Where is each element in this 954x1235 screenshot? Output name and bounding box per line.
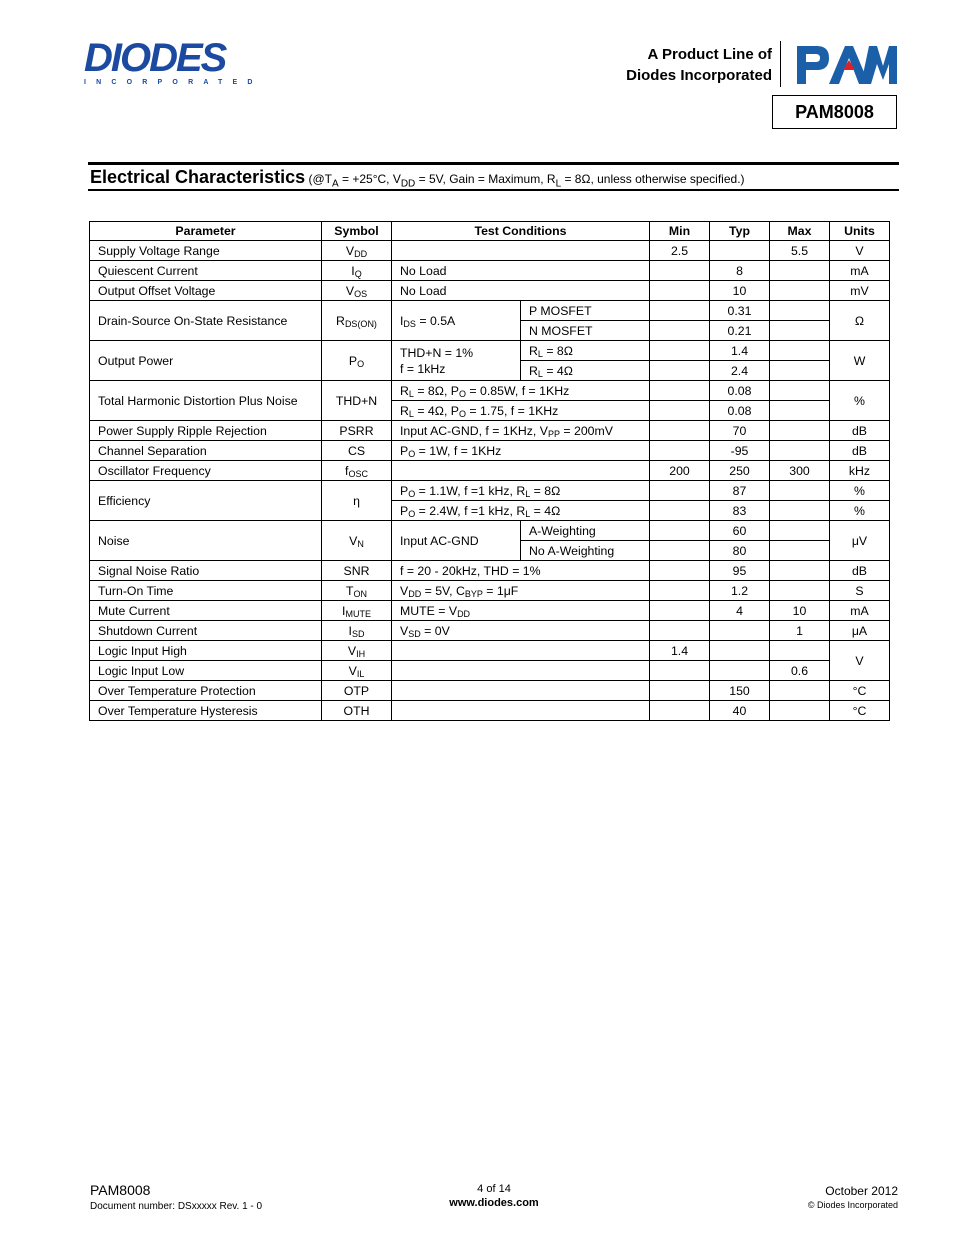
- symbol-cell: CS: [322, 441, 392, 461]
- table-row: [90, 341, 890, 361]
- footer-url-link[interactable]: www.diodes.com: [449, 1197, 539, 1209]
- footer-copyright: © Diodes Incorporated: [807, 1200, 898, 1210]
- table-row: [90, 641, 890, 661]
- footer-doc-number: Document number: DSxxxxx Rev. 1 - 0: [90, 1201, 263, 1212]
- max-cell: [770, 441, 830, 461]
- condition-cell: $P_O = 2.4W$, f =1 kHz, $R_L = 4\Omega$: [392, 501, 650, 521]
- param-cell: Channel Separation: [90, 441, 322, 461]
- footer-left: [90, 1182, 262, 1212]
- typ-cell: 40: [710, 701, 770, 721]
- col-symbol: Symbol: [322, 222, 392, 241]
- min-cell: [650, 601, 710, 621]
- condition-cell: $P_O = 1W$, f = 1KHz: [392, 441, 650, 461]
- condition-cell: [392, 661, 650, 681]
- condition-cell: [392, 341, 521, 381]
- condition-cell: [392, 701, 650, 721]
- typ-cell: 70: [710, 421, 770, 441]
- condition-cell: f = 20 - 20kHz, THD = 1%: [392, 561, 650, 581]
- typ-cell: 4: [710, 601, 770, 621]
- min-cell: [650, 301, 710, 321]
- diodes-logo: [84, 36, 263, 88]
- unit-cell: S: [830, 581, 890, 601]
- subcondition-cell: N MOSFET: [521, 321, 650, 341]
- typ-cell: 0.31: [710, 301, 770, 321]
- typ-cell: [710, 621, 770, 641]
- subcondition-cell: P MOSFET: [521, 301, 650, 321]
- title-rule-top: [88, 162, 899, 165]
- condition-cell: $R_L = 8\Omega$, $P_O = 0.85W$, f = 1KHz: [392, 381, 650, 401]
- table-row: [90, 241, 890, 261]
- table-row: [90, 581, 890, 601]
- max-cell: [770, 341, 830, 361]
- symbol-cell: $V_{DD}$: [322, 241, 392, 261]
- min-cell: [650, 501, 710, 521]
- table-row: [90, 661, 890, 681]
- min-cell: [650, 381, 710, 401]
- section-title-text: Electrical Characteristics: [90, 167, 306, 187]
- max-cell: [770, 481, 830, 501]
- min-cell: [650, 701, 710, 721]
- typ-cell: 0.08: [710, 401, 770, 421]
- condition-cell: [392, 681, 650, 701]
- col-test-conditions: Test Conditions: [392, 222, 650, 241]
- param-cell: Power Supply Ripple Rejection: [90, 421, 322, 441]
- footer-right: [808, 1184, 898, 1210]
- max-cell: [770, 681, 830, 701]
- unit-cell: μA: [830, 621, 890, 641]
- table-row: [90, 481, 890, 501]
- symbol-cell: SNR: [322, 561, 392, 581]
- symbol-cell: $P_O$: [322, 341, 392, 381]
- table-row: [90, 681, 890, 701]
- typ-cell: 150: [710, 681, 770, 701]
- symbol-cell: $I_Q$: [322, 261, 392, 281]
- typ-cell: 87: [710, 481, 770, 501]
- unit-cell: mA: [830, 601, 890, 621]
- typ-cell: 2.4: [710, 361, 770, 381]
- condition-line: THD+N = 1%: [400, 345, 474, 360]
- condition-cell: $R_L = 4\Omega$, $P_O = 1.75$, f = 1KHz: [392, 401, 650, 421]
- typ-cell: 0.21: [710, 321, 770, 341]
- max-cell: 10: [770, 601, 830, 621]
- unit-cell: %: [830, 381, 890, 421]
- min-cell: [650, 341, 710, 361]
- typ-cell: 250: [710, 461, 770, 481]
- symbol-cell: $R_{DS(ON)}$: [322, 301, 392, 341]
- param-cell: Noise: [90, 521, 322, 561]
- logo-wordmark: DIODES: [84, 36, 226, 80]
- typ-cell: -95: [710, 441, 770, 461]
- max-cell: [770, 581, 830, 601]
- table-row: [90, 461, 890, 481]
- max-cell: [770, 301, 830, 321]
- unit-cell: °C: [830, 681, 890, 701]
- footer-date: October 2012: [825, 1184, 898, 1198]
- table-row: [90, 381, 890, 401]
- condition-cell: [392, 241, 650, 261]
- max-cell: [770, 281, 830, 301]
- min-cell: [650, 521, 710, 541]
- pam-letter-p: [797, 46, 829, 84]
- max-cell: [770, 641, 830, 661]
- typ-cell: 80: [710, 541, 770, 561]
- typ-cell: 10: [710, 281, 770, 301]
- max-cell: 300: [770, 461, 830, 481]
- param-cell: Over Temperature Protection: [90, 681, 322, 701]
- symbol-cell: $V_{IL}$: [322, 661, 392, 681]
- min-cell: [650, 621, 710, 641]
- part-number-box: PAM8008: [772, 95, 897, 129]
- param-cell: Over Temperature Hysteresis: [90, 701, 322, 721]
- typ-cell: 0.08: [710, 381, 770, 401]
- col-parameter: Parameter: [90, 222, 322, 241]
- electrical-characteristics-table: [89, 221, 890, 721]
- table-header-row: [90, 222, 890, 241]
- max-cell: [770, 401, 830, 421]
- min-cell: 2.5: [650, 241, 710, 261]
- table-row: [90, 701, 890, 721]
- typ-cell: [710, 641, 770, 661]
- footer-page-number: 4 of 14: [477, 1183, 511, 1195]
- param-cell: Oscillator Frequency: [90, 461, 322, 481]
- title-rule-bottom: [88, 189, 899, 191]
- table-row: [90, 441, 890, 461]
- symbol-cell: η: [322, 481, 392, 521]
- min-cell: [650, 261, 710, 281]
- condition-cell: No Load: [392, 261, 650, 281]
- unit-cell: mV: [830, 281, 890, 301]
- param-cell: Output Offset Voltage: [90, 281, 322, 301]
- min-cell: [650, 541, 710, 561]
- param-cell: Turn-On Time: [90, 581, 322, 601]
- param-cell: Quiescent Current: [90, 261, 322, 281]
- symbol-cell: OTP: [322, 681, 392, 701]
- param-cell: Supply Voltage Range: [90, 241, 322, 261]
- typ-cell: 1.2: [710, 581, 770, 601]
- condition-cell: No Load: [392, 281, 650, 301]
- unit-cell: dB: [830, 421, 890, 441]
- min-cell: [650, 321, 710, 341]
- typ-cell: [710, 661, 770, 681]
- table-row: [90, 281, 890, 301]
- table-row: [90, 261, 890, 281]
- footer-part-number: PAM8008: [90, 1182, 151, 1198]
- table-row: [90, 621, 890, 641]
- typ-cell: 60: [710, 521, 770, 541]
- section-conditions: ($@T_A = +25^\circ C$, $V_{DD} = 5V$, Gain = Maximum, $R_L = 8\Omega$, unless otherwise specified.): [308, 172, 745, 190]
- col-typ: Typ: [710, 222, 770, 241]
- param-cell: Logic Input Low: [90, 661, 322, 681]
- min-cell: [650, 281, 710, 301]
- logo-subtext: INCORPORATED: [84, 79, 263, 86]
- product-line: [626, 44, 772, 86]
- param-cell: Drain-Source On-State Resistance: [90, 301, 322, 341]
- max-cell: [770, 361, 830, 381]
- symbol-cell: PSRR: [322, 421, 392, 441]
- param-cell: Mute Current: [90, 601, 322, 621]
- max-cell: [770, 421, 830, 441]
- min-cell: [650, 581, 710, 601]
- unit-cell: V: [830, 241, 890, 261]
- condition-cell: $P_O = 1.1W$, f =1 kHz, $R_L = 8\Omega$: [392, 481, 650, 501]
- table-row: [90, 421, 890, 441]
- symbol-cell: $T_{ON}$: [322, 581, 392, 601]
- unit-cell: V: [830, 641, 890, 681]
- param-cell: Efficiency: [90, 481, 322, 521]
- symbol-cell: OTH: [322, 701, 392, 721]
- condition-cell: Input AC-GND, f = 1KHz, $V_{PP} = 200mV$: [392, 421, 650, 441]
- param-cell: Logic Input High: [90, 641, 322, 661]
- typ-cell: 83: [710, 501, 770, 521]
- condition-cell: [392, 641, 650, 661]
- pam-letter-m: [861, 46, 897, 84]
- unit-cell: dB: [830, 441, 890, 461]
- param-cell: Signal Noise Ratio: [90, 561, 322, 581]
- min-cell: 1.4: [650, 641, 710, 661]
- unit-cell: °C: [830, 701, 890, 721]
- section-title: [90, 167, 745, 189]
- symbol-cell: THD+N: [322, 381, 392, 421]
- param-cell: Output Power: [90, 341, 322, 381]
- subcondition-cell: No A-Weighting: [521, 541, 650, 561]
- min-cell: [650, 661, 710, 681]
- table-row: [90, 561, 890, 581]
- unit-cell: kHz: [830, 461, 890, 481]
- unit-cell: mA: [830, 261, 890, 281]
- subcondition-cell: $R_L = 8\Omega$: [521, 341, 650, 361]
- unit-cell: dB: [830, 561, 890, 581]
- unit-cell: Ω: [830, 301, 890, 341]
- subcondition-cell: $R_L = 4\Omega$: [521, 361, 650, 381]
- min-cell: [650, 421, 710, 441]
- col-units: Units: [830, 222, 890, 241]
- condition-line: f = 1kHz: [400, 361, 446, 376]
- min-cell: [650, 361, 710, 381]
- table-row: [90, 601, 890, 621]
- max-cell: [770, 321, 830, 341]
- max-cell: 5.5: [770, 241, 830, 261]
- symbol-cell: $V_{IH}$: [322, 641, 392, 661]
- max-cell: 1: [770, 621, 830, 641]
- condition-cell: $V_{SD} = 0V$: [392, 621, 650, 641]
- param-cell: Shutdown Current: [90, 621, 322, 641]
- subcondition-cell: A-Weighting: [521, 521, 650, 541]
- table-row: [90, 521, 890, 541]
- condition-cell: $V_{DD} = 5V$, $C_{BYP} = 1\mu F$: [392, 581, 650, 601]
- table-row: [90, 301, 890, 321]
- unit-cell: μV: [830, 521, 890, 561]
- max-cell: [770, 501, 830, 521]
- condition-cell: $I_{DS} = 0.5A$: [392, 301, 521, 341]
- max-cell: [770, 381, 830, 401]
- max-cell: [770, 701, 830, 721]
- max-cell: [770, 561, 830, 581]
- product-line-1: A Product Line of: [647, 46, 772, 63]
- min-cell: [650, 481, 710, 501]
- condition-cell: Input AC-GND: [392, 521, 521, 561]
- typ-cell: [710, 241, 770, 261]
- max-cell: [770, 521, 830, 541]
- unit-cell: %: [830, 501, 890, 521]
- col-min: Min: [650, 222, 710, 241]
- unit-cell: %: [830, 481, 890, 501]
- condition-cell: MUTE = $V_{DD}$: [392, 601, 650, 621]
- unit-cell: W: [830, 341, 890, 381]
- min-cell: [650, 561, 710, 581]
- symbol-cell: $f_{OSC}$: [322, 461, 392, 481]
- symbol-cell: $I_{SD}$: [322, 621, 392, 641]
- param-cell: Total Harmonic Distortion Plus Noise: [90, 381, 322, 421]
- typ-cell: 95: [710, 561, 770, 581]
- symbol-cell: $I_{MUTE}$: [322, 601, 392, 621]
- symbol-cell: $V_N$: [322, 521, 392, 561]
- col-max: Max: [770, 222, 830, 241]
- max-cell: [770, 261, 830, 281]
- footer-center: [394, 1182, 594, 1210]
- header-divider: [780, 41, 781, 87]
- product-line-2: Diodes Incorporated: [626, 67, 772, 84]
- typ-cell: 8: [710, 261, 770, 281]
- symbol-cell: $V_{OS}$: [322, 281, 392, 301]
- min-cell: 200: [650, 461, 710, 481]
- min-cell: [650, 681, 710, 701]
- condition-cell: [392, 461, 650, 481]
- max-cell: [770, 541, 830, 561]
- pam-logo: [795, 40, 899, 86]
- typ-cell: 1.4: [710, 341, 770, 361]
- max-cell: 0.6: [770, 661, 830, 681]
- min-cell: [650, 401, 710, 421]
- min-cell: [650, 441, 710, 461]
